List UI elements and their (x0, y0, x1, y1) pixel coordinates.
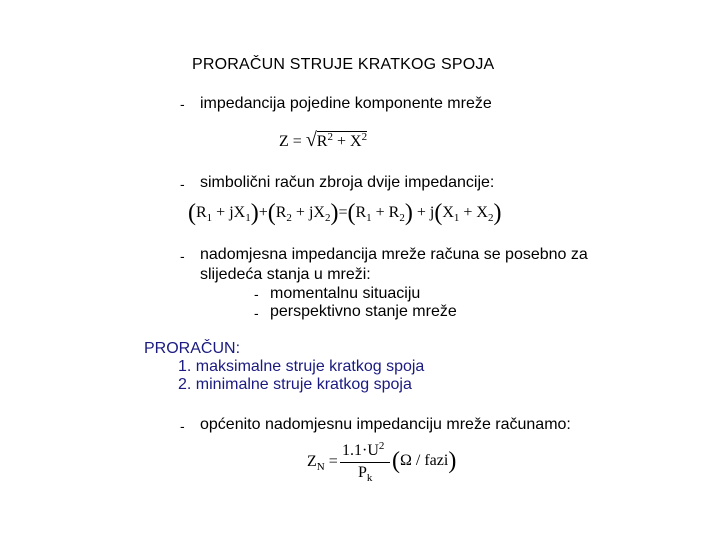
fraction-bar (340, 462, 390, 463)
sum-x1: jX (229, 204, 246, 221)
general-line: općenito nadomjesnu impedanciju mreže računamo: (200, 416, 571, 433)
zn-den: P (358, 464, 367, 481)
sum-plus: + (258, 204, 268, 221)
zn-num: 1.1·U (342, 442, 379, 459)
formula-zn-lhs (307, 453, 338, 473)
formula-zn-denominator (358, 464, 372, 484)
zn-eq: = (328, 453, 338, 470)
impedance-line: impedancija pojedine komponente mreže (200, 95, 492, 112)
zn-num-exp: 2 (378, 440, 385, 452)
formula-z-x: X (350, 133, 362, 150)
sum-plus: + (216, 204, 226, 221)
sqrt-symbol: √ (305, 129, 317, 151)
symbolic-line: simbolični račun zbroja dvije impedancije: (200, 174, 495, 191)
bullet-dash: - (180, 96, 185, 112)
sum-sub: 1 (453, 212, 460, 224)
sum-x2: jX (308, 204, 325, 221)
sum-sub: 2 (399, 212, 405, 224)
sum-plus: + (295, 204, 305, 221)
sum-sub: 2 (324, 212, 331, 224)
zn-z: Z (307, 453, 317, 470)
page-title: PRORAČUN STRUJE KRATKOG SPOJA (192, 56, 495, 73)
formula-z-exp2: 2 (361, 131, 368, 143)
zn-den-sub: k (366, 472, 373, 484)
sum-plus: + (416, 204, 426, 221)
formula-z-lhs: Z (279, 133, 289, 150)
sum-plus: + (375, 204, 385, 221)
sum-r1: R (196, 204, 207, 221)
formula-z-exp1: 2 (327, 131, 333, 143)
sum-eq: = (338, 204, 348, 221)
sum-r1b: R (355, 204, 367, 221)
equivalent-line1: nadomjesna impedancija mreže računa se posebno za (200, 246, 588, 263)
bullet-dash: - (180, 176, 185, 192)
bullet-dash: - (180, 418, 185, 434)
sum-sub: 1 (206, 212, 213, 224)
formula-z-plus: + (336, 133, 346, 150)
bullet-dash: - (180, 248, 185, 264)
formula-z-r: R (316, 133, 328, 150)
sum-r2: R (275, 204, 287, 221)
formula-zn-numerator (342, 440, 384, 460)
calc-item-1: 1. maksimalne struje kratkog spoja (178, 358, 425, 375)
calc-item-2: 2. minimalne struje kratkog spoja (178, 376, 412, 393)
sub-bullet-dash: - (254, 305, 259, 321)
sum-sub: 2 (487, 212, 494, 224)
sum-r2b: R (388, 204, 400, 221)
zn-sub: N (316, 461, 325, 473)
sum-plus: + (463, 204, 473, 221)
sub-item-2: perspektivno stanje mreže (270, 303, 457, 320)
formula-sum: $(R_1 + jX_1)+(R_2 + jX_2)=(R_1 + R_2) + j(X_1 + X_2)$ (188, 200, 502, 226)
calc-heading: PRORAČUN: (144, 340, 241, 357)
sum-sub: 1 (366, 212, 372, 224)
formula-zn-unit: (Ω / fazi) (392, 448, 457, 474)
sub-item-1: momentalnu situaciju (270, 285, 421, 302)
formula-z-eq: = (292, 133, 302, 150)
sub-bullet-dash: - (254, 286, 259, 302)
formula-z (279, 129, 367, 152)
sum-sub: 1 (245, 212, 251, 224)
equivalent-line2: slijedeća stanja u mreži: (200, 266, 371, 283)
sum-sub: 2 (286, 212, 292, 224)
zn-unit: Ω / fazi (400, 452, 449, 469)
sum-j: j (429, 204, 435, 221)
